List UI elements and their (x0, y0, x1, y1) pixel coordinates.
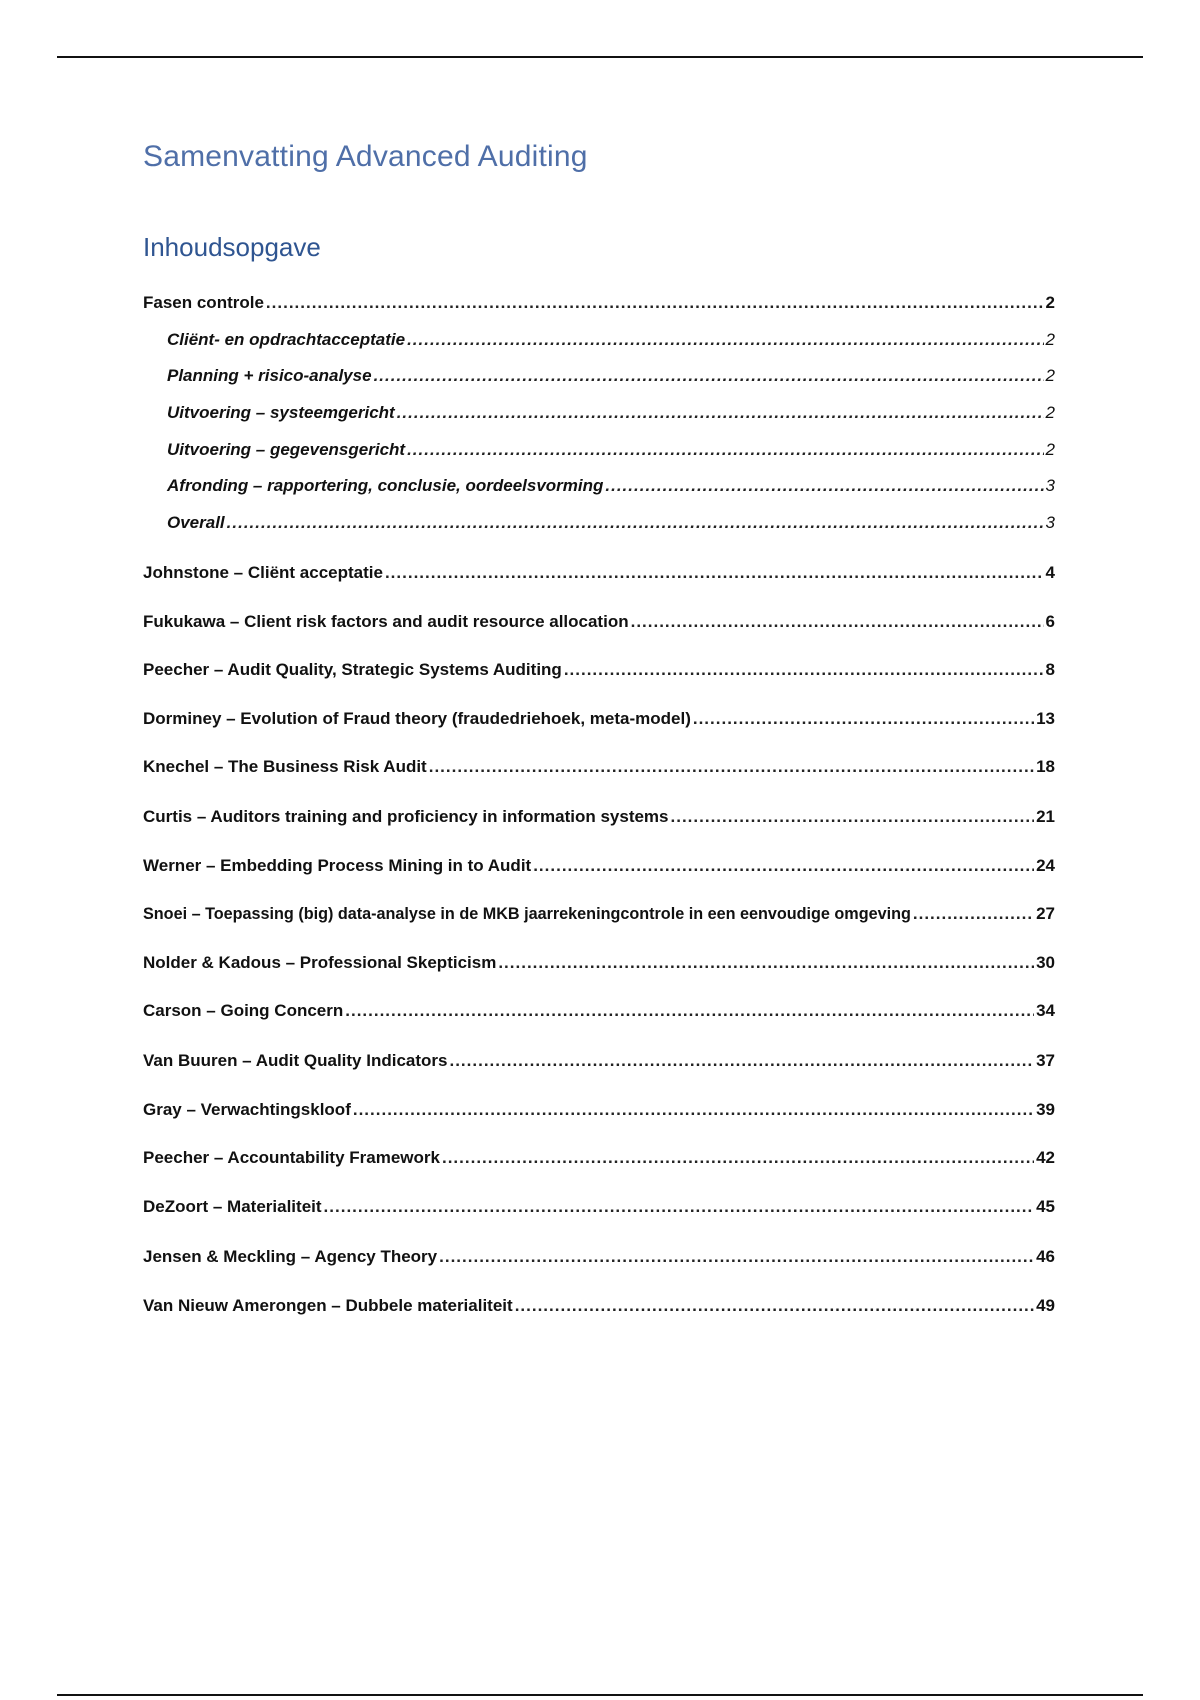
toc-entry-title: Nolder & Kadous – Professional Skepticism (143, 953, 497, 972)
dot-leader (227, 510, 1044, 536)
toc-entry-title: Uitvoering – gegevensgericht (167, 440, 406, 459)
dot-leader (407, 327, 1043, 353)
toc-entry-page: 8 (1045, 660, 1055, 679)
toc-entry-page: 45 (1036, 1197, 1055, 1216)
dot-leader (533, 853, 1034, 879)
toc-entry-title: Uitvoering – systeemgericht (167, 403, 395, 422)
toc-entry[interactable] (167, 363, 1055, 389)
toc-entry-page: 2 (1045, 330, 1055, 349)
dot-leader (631, 609, 1044, 635)
dot-leader (693, 706, 1034, 732)
toc-entry-title: Van Nieuw Amerongen – Dubbele materialiteit (143, 1296, 513, 1315)
toc-entry[interactable] (143, 706, 1055, 732)
toc-entry-page: 34 (1036, 1001, 1055, 1020)
toc-entry-page: 3 (1045, 513, 1055, 532)
toc-entry[interactable] (143, 609, 1055, 635)
dot-leader (913, 901, 1034, 927)
toc-entry[interactable] (167, 437, 1055, 463)
page-footer-rule (57, 1694, 1143, 1696)
toc-entry[interactable] (143, 657, 1055, 683)
toc-entry-page: 30 (1036, 953, 1055, 972)
toc-entry-title: Gray – Verwachtingskloof (143, 1100, 351, 1119)
toc-entry-title: Curtis – Auditors training and proficiency in information systems (143, 807, 669, 826)
toc-entry[interactable] (143, 1145, 1055, 1171)
dot-leader (324, 1194, 1035, 1220)
toc-entry-title: Peecher – Accountability Framework (143, 1148, 440, 1167)
dot-leader (564, 657, 1044, 683)
toc-entry-title: Dorminey – Evolution of Fraud theory (fraudedriehoek, meta-model) (143, 709, 691, 728)
toc-entry-page: 37 (1036, 1051, 1055, 1070)
toc-entry[interactable] (143, 1244, 1055, 1270)
dot-leader (345, 998, 1034, 1024)
toc-entry[interactable] (143, 1194, 1055, 1220)
toc-entry-title: Fasen controle (143, 293, 264, 312)
toc-entry-page: 21 (1036, 807, 1055, 826)
toc-entry-title: Jensen & Meckling – Agency Theory (143, 1247, 438, 1266)
toc-entry-page: 2 (1045, 403, 1055, 422)
toc-entry[interactable] (143, 804, 1055, 830)
toc-entry-title: Johnstone – Cliënt acceptatie (143, 563, 383, 582)
dot-leader (605, 473, 1043, 499)
toc-entry-page: 18 (1036, 757, 1055, 776)
toc-entry-page: 27 (1036, 904, 1055, 923)
toc-entry[interactable] (143, 1097, 1055, 1123)
toc-entry-page: 2 (1045, 293, 1055, 312)
toc-entry-page: 2 (1045, 366, 1055, 385)
page-header-rule (57, 56, 1143, 58)
toc-entry-title: Van Buuren – Audit Quality Indicators (143, 1051, 448, 1070)
toc-entry-title: Carson – Going Concern (143, 1001, 344, 1020)
toc-entry-title: Cliënt- en opdrachtacceptatie (167, 330, 406, 349)
toc-entry[interactable] (167, 473, 1055, 499)
dot-leader (449, 1048, 1034, 1074)
dot-leader (374, 363, 1044, 389)
dot-leader (515, 1293, 1034, 1319)
toc-entry[interactable] (143, 1293, 1055, 1319)
toc-heading: Inhoudsopgave (143, 232, 321, 262)
toc-entry[interactable] (143, 950, 1055, 976)
toc-entry-title: Snoei – Toepassing (big) data-analyse in de MKB jaarrekeningcontrole in een eenvoudige omgeving (143, 905, 911, 923)
toc-entry[interactable] (167, 510, 1055, 536)
toc-entry-page: 24 (1036, 856, 1055, 875)
toc-entry-page: 4 (1045, 563, 1055, 582)
dot-leader (385, 560, 1044, 586)
toc-entry-title: Knechel – The Business Risk Audit (143, 757, 427, 776)
toc-entry-title: Werner – Embedding Process Mining in to Audit (143, 856, 532, 875)
dot-leader (266, 290, 1044, 316)
toc-entry-page: 13 (1036, 709, 1055, 728)
toc-entry[interactable] (143, 290, 1055, 316)
toc-entry-title: Planning + risico-analyse (167, 366, 372, 385)
toc-entry[interactable] (167, 327, 1055, 353)
dot-leader (498, 950, 1034, 976)
toc-entry-page: 42 (1036, 1148, 1055, 1167)
dot-leader (439, 1244, 1034, 1270)
toc-entry-title: Afronding – rapportering, conclusie, oordeelsvorming (167, 476, 604, 495)
toc-entry-title: DeZoort – Materialiteit (143, 1197, 322, 1216)
toc-entry-title: Peecher – Audit Quality, Strategic Systems Auditing (143, 660, 562, 679)
toc-entry[interactable] (143, 998, 1055, 1024)
dot-leader (671, 804, 1035, 830)
toc-entry[interactable] (143, 853, 1055, 879)
dot-leader (429, 754, 1034, 780)
toc-entry-page: 2 (1045, 440, 1055, 459)
toc-entry[interactable] (143, 560, 1055, 586)
dot-leader (442, 1145, 1034, 1171)
toc-entry[interactable] (143, 754, 1055, 780)
toc-entry[interactable] (143, 1048, 1055, 1074)
toc-entry-page: 39 (1036, 1100, 1055, 1119)
dot-leader (353, 1097, 1034, 1123)
toc-entry[interactable] (167, 400, 1055, 426)
toc-entry-page: 49 (1036, 1296, 1055, 1315)
dot-leader (397, 400, 1044, 426)
toc-entry-page: 46 (1036, 1247, 1055, 1266)
toc-entry-title: Fukukawa – Client risk factors and audit resource allocation (143, 612, 629, 631)
dot-leader (407, 437, 1043, 463)
toc-entry-title: Overall (167, 513, 225, 532)
toc-entry-page: 6 (1045, 612, 1055, 631)
toc-entry-page: 3 (1045, 476, 1055, 495)
document-title: Samenvatting Advanced Auditing (143, 140, 588, 173)
toc-entry[interactable] (143, 901, 1055, 927)
